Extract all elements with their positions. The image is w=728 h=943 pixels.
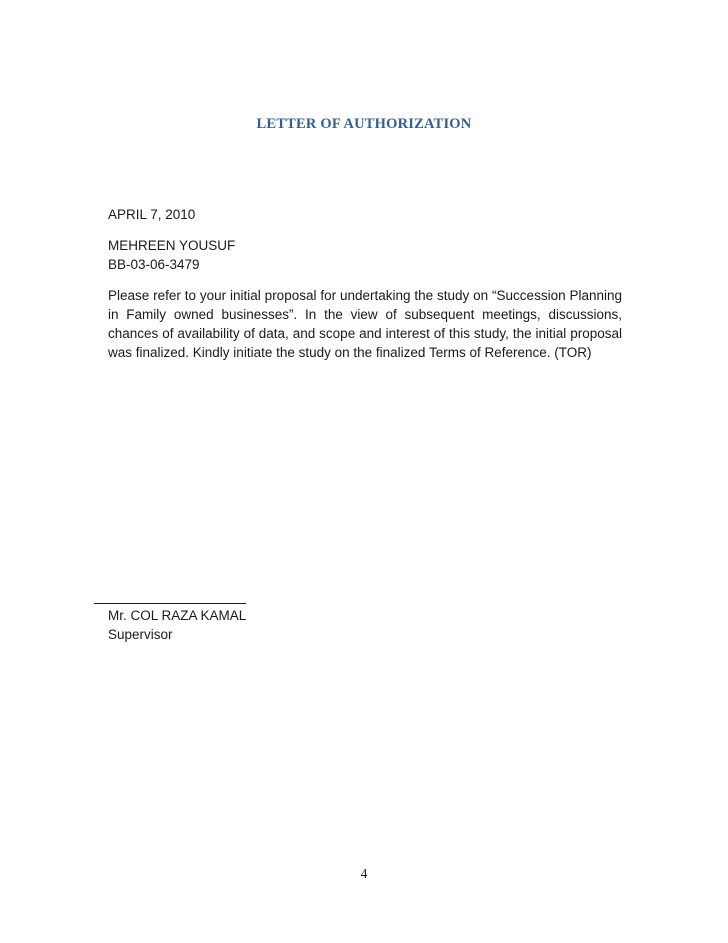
signatory-role: Supervisor <box>108 627 173 642</box>
signature-line <box>94 603 246 604</box>
letter-date: APRIL 7, 2010 <box>108 207 196 222</box>
letter-title: LETTER OF AUTHORIZATION <box>256 116 472 132</box>
signature-block <box>108 606 622 644</box>
page-number: 4 <box>360 866 368 881</box>
recipient-block <box>108 236 622 274</box>
recipient-id: BB-03-06-3479 <box>108 257 200 272</box>
letter-body: Please refer to your initial proposal for undertaking the study on “Succession Planning in Family owned businesses”. In the view of subsequent meetings, discussions, chances of availability of data, and scope and interest of this study, the initial proposal was finalized. Kindly initiate the study on the finalized Terms of Reference. (TOR) <box>108 288 622 360</box>
recipient-name: MEHREEN YOUSUF <box>108 238 236 253</box>
signatory-name: Mr. COL RAZA KAMAL <box>108 608 247 623</box>
